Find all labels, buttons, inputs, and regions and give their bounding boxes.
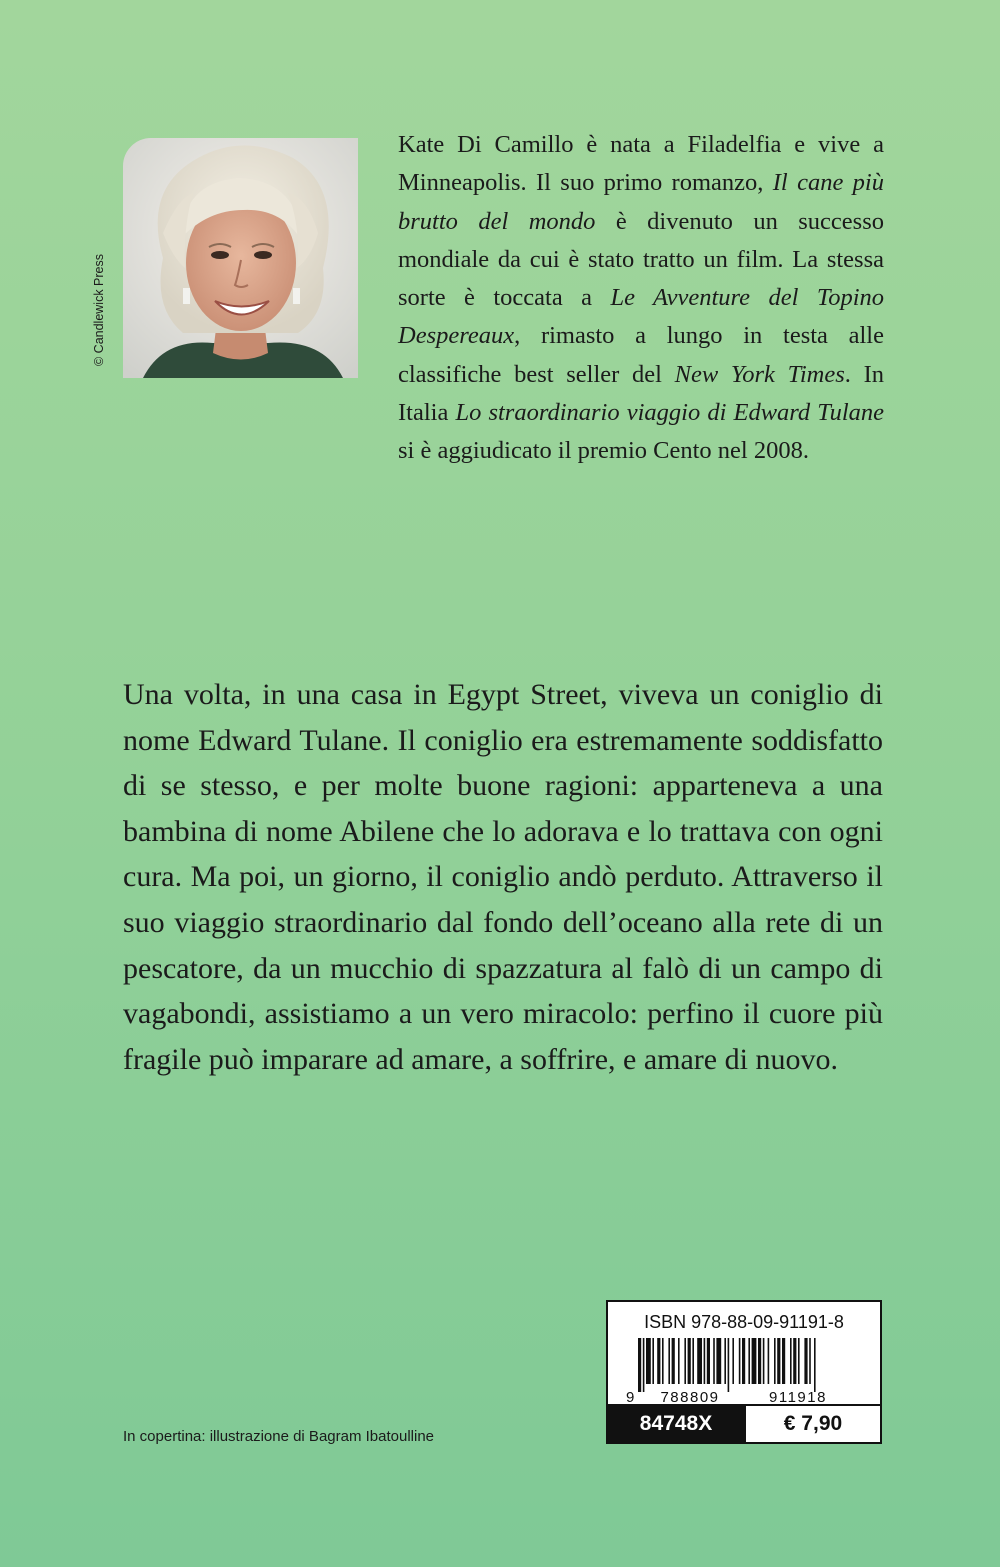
author-bio-segment: si è aggiudicato il premio Cento nel 2008. [398,437,809,465]
isbn-label: ISBN 978-88-09-91191-8 [644,1312,844,1332]
author-bio-segment: Le Avventure del Topino Despereaux [398,284,885,350]
author-photo [123,138,358,378]
barcode-bar [704,1338,706,1384]
author-bio-segment: . In Italia [398,360,884,427]
author-bio [398,126,884,471]
barcode-bar [713,1338,715,1384]
barcode-bar [732,1338,734,1384]
author-bio-segment: è divenuto un successo mondiale da cui è stato tratto un film. La stessa sorte è toccata a [398,207,884,312]
barcode-bar [742,1338,745,1384]
barcode-bar [688,1338,691,1384]
barcode-bar [652,1338,654,1384]
author-bio-segment: Lo straordinario viaggio di Edward Tulane [455,399,884,427]
barcode-bar [793,1338,796,1384]
barcode-box [606,1300,882,1444]
author-bio-text [398,126,884,471]
barcode-bar [678,1338,680,1384]
author-bio-segment: Kate Di Camillo è nata a Filadelfia e vive a Minneapolis. Il suo primo romanzo, [398,131,884,197]
author-portrait-image [123,138,358,378]
barcode-bar [643,1338,645,1392]
barcode-bar [752,1338,757,1384]
barcode-bar [716,1338,721,1384]
photo-credit: © Candlewick Press [92,253,106,367]
barcode-bar [692,1338,694,1384]
barcode-bar [728,1338,730,1392]
author-bio-segment: , rimasto a lungo in testa alle classifiche best seller del [398,322,884,388]
barcode-bar [662,1338,664,1384]
barcode-image [622,1338,868,1406]
barcode-bar [768,1338,770,1384]
book-blurb-text: Una volta, in una casa in Egypt Street, viveva un coniglio di nome Edward Tulane. Il coniglio era estremamente soddisfatto di se stesso, e per molte buone ragioni: apparteneva a una bambina di nome Abilene che lo adorava e lo trattava con ogni cura. Ma poi, un giorno, il coniglio andò perduto. Attraverso il suo viaggio straordinario dal fondo dell’oceano alla rete di un pescatore, da un mucchio di spazzatura al falò di un campo di vagabondi, assistiamo a un vero miracolo: perfino il cuore più fragile può imparare ad amare, a soffrire, e amare di nuovo. [123,678,883,1076]
barcode-bar [809,1338,811,1384]
price: € 7,90 [744,1406,880,1442]
barcode-bar [672,1338,675,1384]
barcode-bar [748,1338,750,1384]
barcode-bar [782,1338,785,1384]
barcode-bar [758,1338,761,1384]
barcode-bar [790,1338,792,1384]
barcode-bar [724,1338,726,1384]
barcode-bar [684,1338,686,1384]
cover-credit: In copertina: illustrazione di Bagram Ibatoulline [123,1428,435,1445]
barcode-bar [657,1338,660,1384]
barcode-bar [798,1338,800,1384]
barcode-digits-right: 911918 [769,1389,827,1406]
barcode-bar [707,1338,710,1384]
barcode-bar [804,1338,807,1384]
barcode-bar [777,1338,780,1384]
barcode-bar [638,1338,641,1392]
barcode-bar [646,1338,651,1384]
product-code: 84748X [608,1406,744,1442]
barcode-digits-left: 788809 [660,1389,720,1406]
barcode-bar [814,1338,816,1392]
barcode-bar [774,1338,776,1384]
author-bio-segment: Il cane più brutto del mondo [398,169,884,235]
barcode-digit-first: 9 [626,1389,635,1406]
barcode-bar [697,1338,702,1384]
barcode-bar [763,1338,765,1384]
barcode-bar [668,1338,670,1384]
barcode-bars [638,1338,816,1392]
barcode-bar [739,1338,741,1384]
book-blurb [123,672,883,1082]
barcode-footer [608,1404,880,1442]
author-bio-segment: New York Times [674,360,845,388]
